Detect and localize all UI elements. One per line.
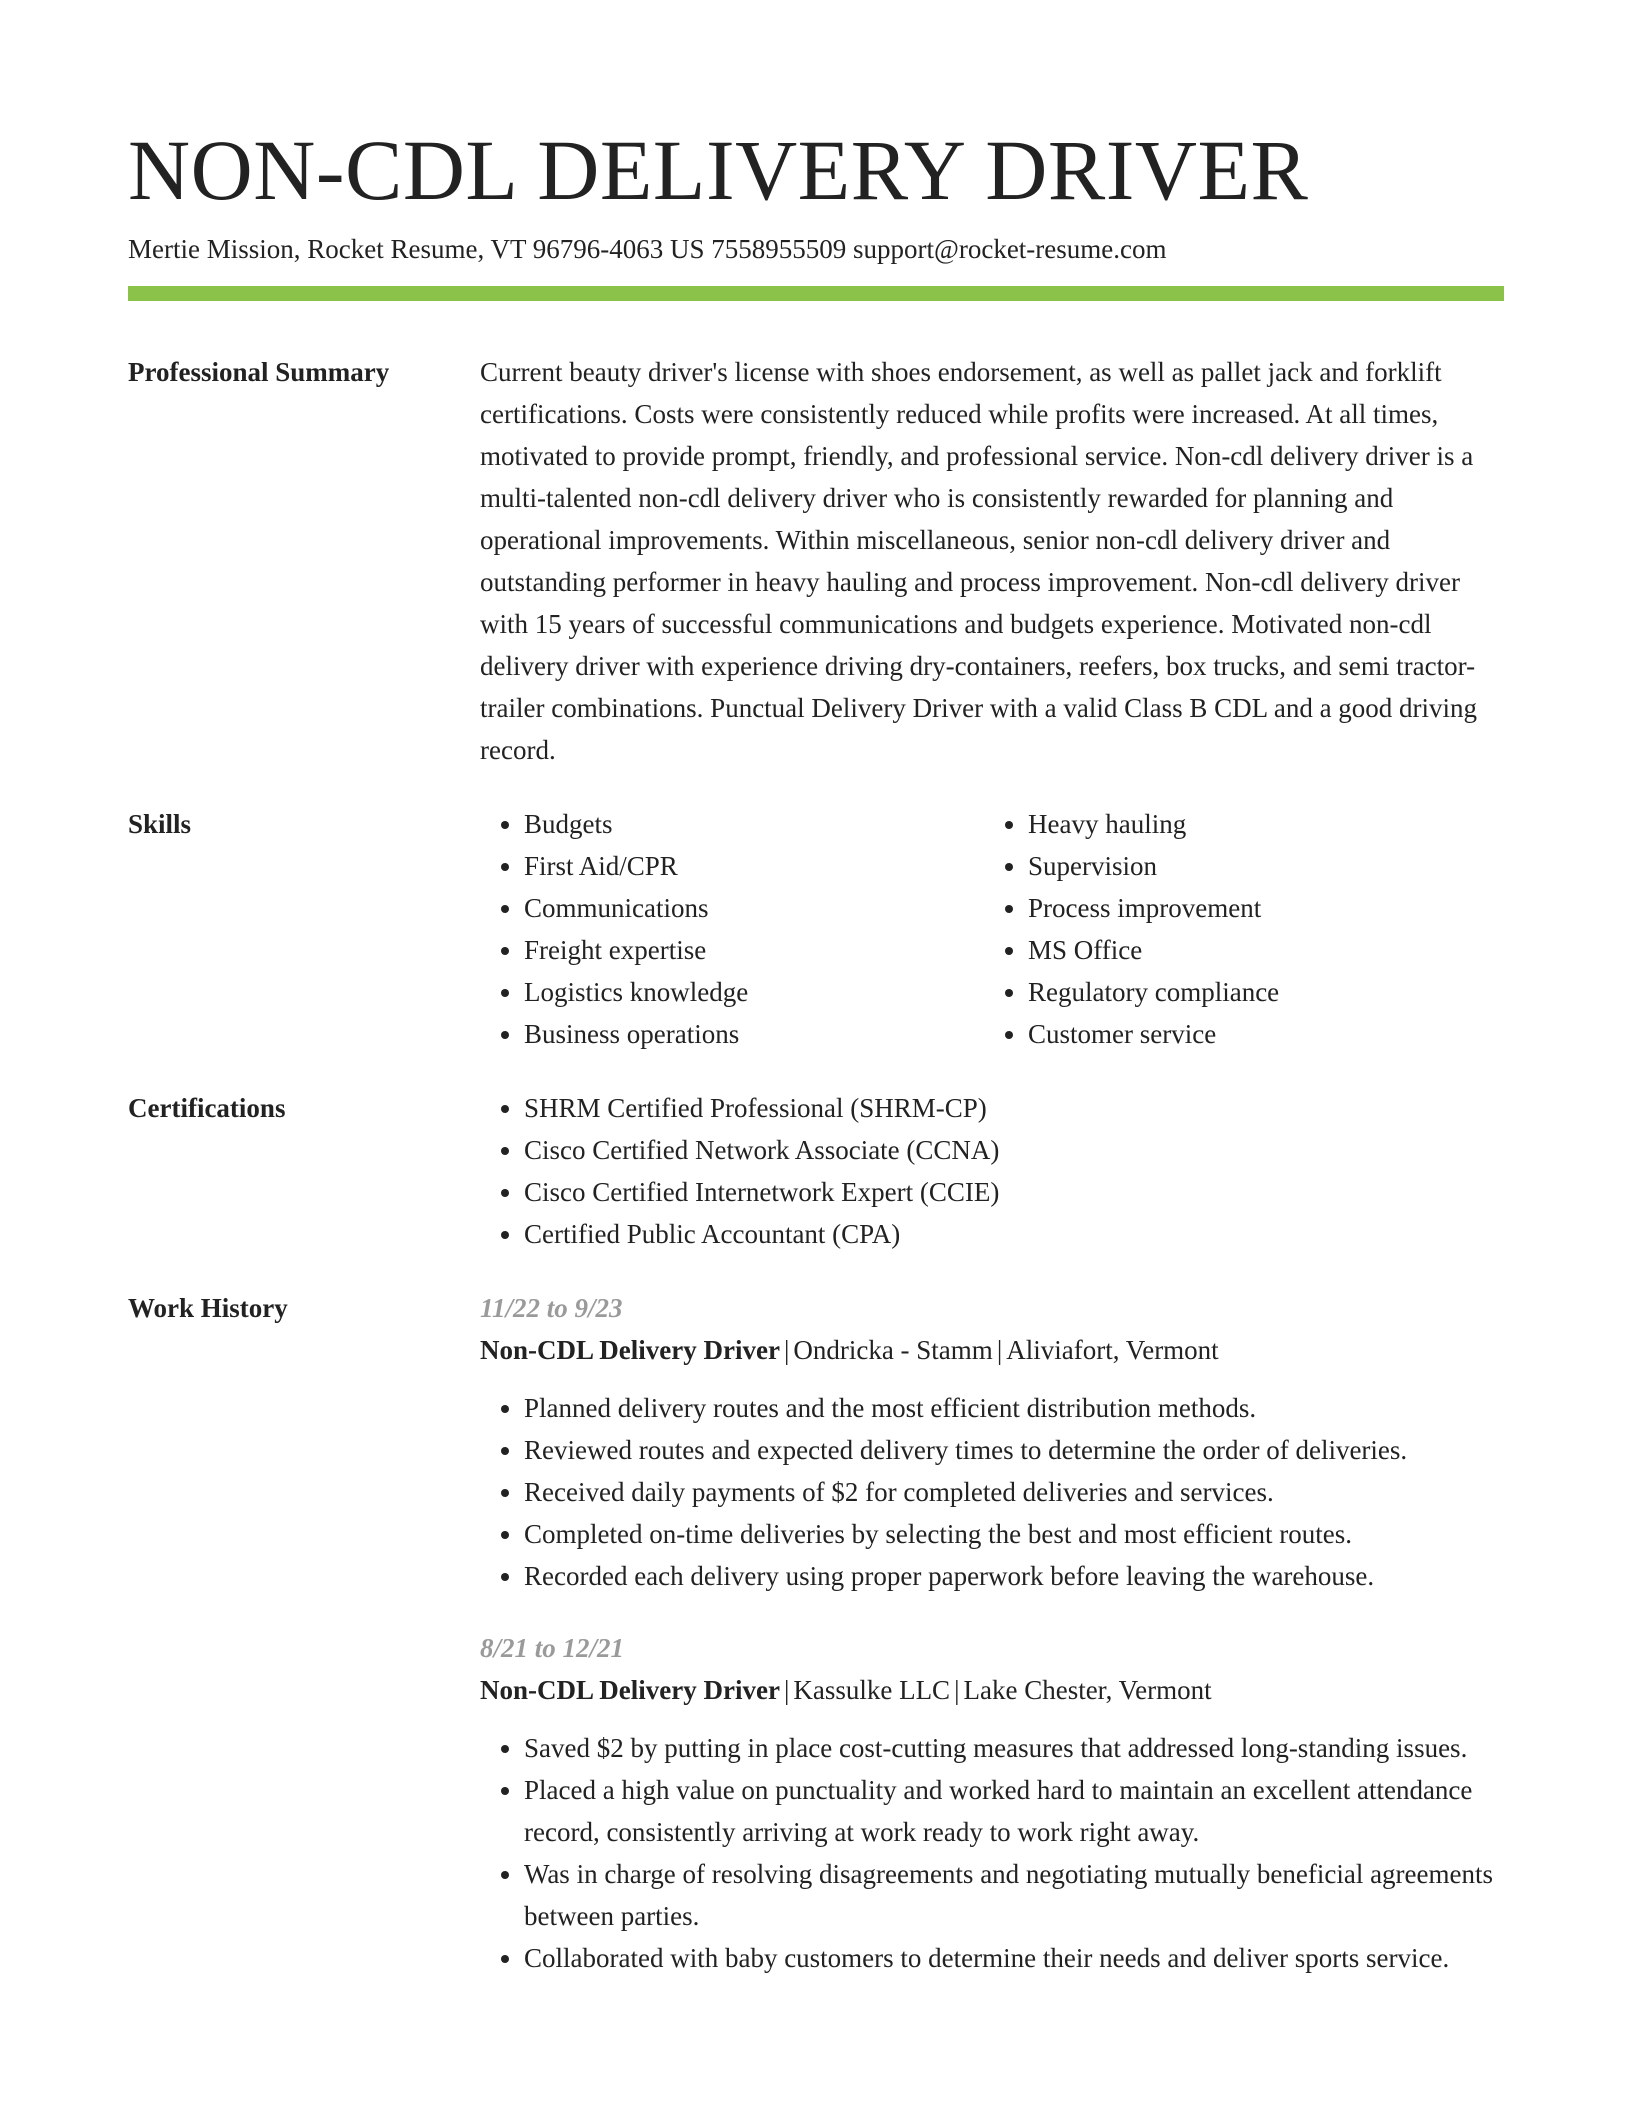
skill-item: • Regulatory compliance xyxy=(1028,971,1488,1013)
skill-item: • Business operations xyxy=(524,1013,984,1055)
separator: | xyxy=(783,1335,790,1365)
skill-item: • Supervision xyxy=(1028,845,1488,887)
summary-body xyxy=(480,351,1504,771)
skills-body xyxy=(480,803,1504,1055)
job-heading xyxy=(480,1669,1504,1711)
job-duty: • Reviewed routes and expected delivery times to determine the order of deliveries. xyxy=(524,1429,1504,1471)
resume-page xyxy=(128,0,1504,2009)
job-location: Aliviafort, Vermont xyxy=(1006,1335,1219,1365)
skill-item: • Budgets xyxy=(524,803,984,845)
skills-label: Skills xyxy=(128,809,192,839)
skills-list-right xyxy=(984,803,1488,1055)
job-dates: 11/22 to 9/23 xyxy=(480,1293,623,1323)
candidate-title: NON-CDL DELIVERY DRIVER xyxy=(128,122,1309,218)
certifications-list xyxy=(480,1087,1504,1255)
job-title: Non-CDL Delivery Driver xyxy=(480,1675,780,1705)
skill-item: • Freight expertise xyxy=(524,929,984,971)
job-duty: • Placed a high value on punctuality and worked hard to maintain an excellent attendance record, consistently arriving at work ready to work right away. xyxy=(524,1769,1504,1853)
job-duty: • Recorded each delivery using proper paperwork before leaving the warehouse. xyxy=(524,1555,1504,1597)
job-duties-list xyxy=(480,1387,1504,1597)
job-heading xyxy=(480,1329,1504,1371)
job-duty: • Was in charge of resolving disagreements and negotiating mutually beneficial agreements between parties. xyxy=(524,1853,1504,1937)
job-duty: • Received daily payments of $2 for completed deliveries and services. xyxy=(524,1471,1504,1513)
certification-item: • Certified Public Accountant (CPA) xyxy=(524,1213,1504,1255)
certifications-body xyxy=(480,1087,1504,1255)
job-location: Lake Chester, Vermont xyxy=(963,1675,1212,1705)
job-duty: • Completed on-time deliveries by selecting the best and most efficient routes. xyxy=(524,1513,1504,1555)
summary-text: Current beauty driver's license with shoes endorsement, as well as pallet jack and forklift certifications. Costs were consistently reduced while profits were increased. At all times, motivated to provide prompt, friendly, and professional service. Non-cdl delivery driver is a multi-talented non-cdl delivery driver who is consistently rewarded for planning and operational improvements. Within miscellaneous, senior non-cdl delivery driver and outstanding performer in heavy hauling and process improvement. Non-cdl delivery driver with 15 years of successful communications and budgets experience. Motivated non-cdl delivery driver with experience driving dry-containers, reefers, box trucks, and semi tractor-trailer combinations. Punctual Delivery Driver with a valid Class B CDL and a good driving record. xyxy=(480,357,1478,765)
work-history-label: Work History xyxy=(128,1293,288,1323)
summary-section xyxy=(128,351,1504,771)
job-company: Kassulke LLC xyxy=(793,1675,951,1705)
contact-line: Mertie Mission, Rocket Resume, VT 96796-4063 US 7558955509 support@rocket-resume.com xyxy=(128,234,1167,264)
certifications-label: Certifications xyxy=(128,1093,286,1123)
skills-section xyxy=(128,803,1504,1055)
job-title: Non-CDL Delivery Driver xyxy=(480,1335,780,1365)
job-entry xyxy=(480,1627,1504,1979)
certification-item: • Cisco Certified Network Associate (CCNA) xyxy=(524,1129,1504,1171)
job-duties-list xyxy=(480,1727,1504,1979)
skills-column-left xyxy=(480,803,984,1055)
job-entry xyxy=(480,1287,1504,1597)
skill-item: • Customer service xyxy=(1028,1013,1488,1055)
job-duty: • Planned delivery routes and the most efficient distribution methods. xyxy=(524,1387,1504,1429)
certification-item: • Cisco Certified Internetwork Expert (CCIE) xyxy=(524,1171,1504,1213)
separator: | xyxy=(954,1675,960,1705)
job-dates: 8/21 to 12/21 xyxy=(480,1633,625,1663)
work-history-section xyxy=(128,1287,1504,2009)
job-duty: • Collaborated with baby customers to determine their needs and deliver sports service. xyxy=(524,1937,1504,1979)
job-company: Ondricka - Stamm xyxy=(793,1335,993,1365)
skill-item: • Heavy hauling xyxy=(1028,803,1488,845)
skills-column-right xyxy=(984,803,1488,1055)
skills-list-left xyxy=(480,803,984,1055)
skill-item: • Communications xyxy=(524,887,984,929)
separator: | xyxy=(996,1335,1003,1365)
certification-item: • SHRM Certified Professional (SHRM-CP) xyxy=(524,1087,1504,1129)
header-accent-rule xyxy=(128,286,1504,301)
skill-item: • First Aid/CPR xyxy=(524,845,984,887)
skill-item: • Logistics knowledge xyxy=(524,971,984,1013)
job-duty: • Saved $2 by putting in place cost-cutting measures that addressed long-standing issues. xyxy=(524,1727,1504,1769)
skill-item: • MS Office xyxy=(1028,929,1488,971)
skill-item: • Process improvement xyxy=(1028,887,1488,929)
work-history-body xyxy=(480,1287,1504,2009)
separator: | xyxy=(783,1675,790,1705)
summary-label: Professional Summary xyxy=(128,357,390,387)
certifications-section xyxy=(128,1087,1504,1255)
